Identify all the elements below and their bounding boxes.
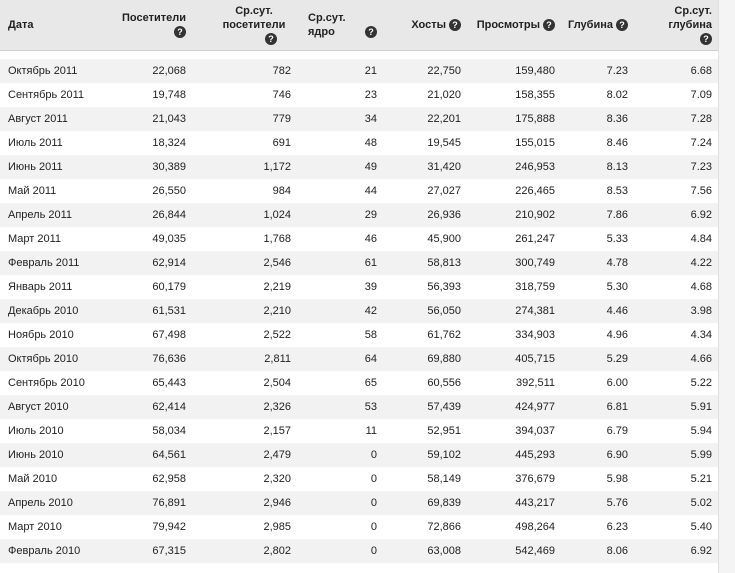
col-header-avg-daily-visitors[interactable]: Ср.сут. посетители ? <box>192 0 297 51</box>
table-cell: 26,844 <box>105 203 192 227</box>
table-row <box>0 371 718 395</box>
col-header-depth[interactable]: Глубина ? <box>561 0 634 51</box>
table-cell: 19,545 <box>383 131 467 155</box>
row-date-cell: Апрель 2011 <box>0 203 105 227</box>
table-cell: 61 <box>297 251 383 275</box>
table-cell: 318,759 <box>467 275 561 299</box>
table-cell: 67,315 <box>105 539 192 563</box>
table-cell: 394,037 <box>467 419 561 443</box>
table-cell: 6.00 <box>561 371 634 395</box>
col-header-avg-daily-depth[interactable]: Ср.сут. глубина? <box>634 0 718 51</box>
table-cell: 60,556 <box>383 371 467 395</box>
table-row <box>0 251 718 275</box>
row-date-cell: Апрель 2010 <box>0 491 105 515</box>
table-cell: 2,157 <box>192 419 297 443</box>
table-cell: 334,903 <box>467 323 561 347</box>
table-cell: 5.22 <box>634 371 718 395</box>
table-row <box>0 179 718 203</box>
table-cell: 60,179 <box>105 275 192 299</box>
table-cell: 5.99 <box>634 443 718 467</box>
table-cell: 64,561 <box>105 443 192 467</box>
table-cell: 159,480 <box>467 59 561 83</box>
table-row <box>0 323 718 347</box>
table-cell: 445,293 <box>467 443 561 467</box>
table-row <box>0 275 718 299</box>
table-cell: 0 <box>297 467 383 491</box>
table-cell: 62,914 <box>105 251 192 275</box>
table-header-row <box>0 0 718 51</box>
table-cell: 746 <box>192 83 297 107</box>
table-cell: 8.13 <box>561 155 634 179</box>
table-cell: 2,504 <box>192 371 297 395</box>
table-cell: 6.90 <box>561 443 634 467</box>
table-cell: 691 <box>192 131 297 155</box>
table-row <box>0 515 718 539</box>
table-cell: 8.02 <box>561 83 634 107</box>
table-cell: 443,217 <box>467 491 561 515</box>
table-cell: 4.96 <box>561 323 634 347</box>
row-date-cell: Август 2010 <box>0 395 105 419</box>
table-cell: 8.36 <box>561 107 634 131</box>
table-cell: 0 <box>297 515 383 539</box>
table-cell: 1,024 <box>192 203 297 227</box>
table-cell: 8.46 <box>561 131 634 155</box>
table-cell: 4.78 <box>561 251 634 275</box>
table-cell: 76,891 <box>105 491 192 515</box>
table-cell: 21 <box>297 59 383 83</box>
table-cell: 63,008 <box>383 539 467 563</box>
col-header-visitors[interactable]: Посетители? <box>105 0 192 51</box>
table-cell: 1,768 <box>192 227 297 251</box>
table-cell: 58,034 <box>105 419 192 443</box>
table-cell: 11 <box>297 419 383 443</box>
row-date-cell: Январь 2011 <box>0 275 105 299</box>
table-cell: 34 <box>297 107 383 131</box>
table-cell: 7.23 <box>634 155 718 179</box>
table-cell: 7.24 <box>634 131 718 155</box>
table-cell: 65,443 <box>105 371 192 395</box>
row-date-cell: Июль 2011 <box>0 131 105 155</box>
col-header-pageviews[interactable]: Просмотры ? <box>467 0 561 51</box>
row-date-cell: Октябрь 2011 <box>0 59 105 83</box>
table-row <box>0 491 718 515</box>
table-cell: 2,522 <box>192 323 297 347</box>
table-cell: 226,465 <box>467 179 561 203</box>
table-cell: 26,550 <box>105 179 192 203</box>
table-cell: 62,414 <box>105 395 192 419</box>
table-row <box>0 59 718 83</box>
table-cell: 45,900 <box>383 227 467 251</box>
table-cell: 31,420 <box>383 155 467 179</box>
table-cell: 1,172 <box>192 155 297 179</box>
table-cell: 58,813 <box>383 251 467 275</box>
table-cell: 18,324 <box>105 131 192 155</box>
table-cell: 76,636 <box>105 347 192 371</box>
table-cell: 5.91 <box>634 395 718 419</box>
table-cell: 542,469 <box>467 539 561 563</box>
table-cell: 782 <box>192 59 297 83</box>
row-date-cell: Сентябрь 2010 <box>0 371 105 395</box>
table-cell: 155,015 <box>467 131 561 155</box>
table-cell: 79,942 <box>105 515 192 539</box>
table-cell: 39 <box>297 275 383 299</box>
row-date-cell: Октябрь 2010 <box>0 347 105 371</box>
row-date-cell: Март 2011 <box>0 227 105 251</box>
table-cell: 64 <box>297 347 383 371</box>
table-cell: 49 <box>297 155 383 179</box>
table-cell: 58 <box>297 323 383 347</box>
table-row <box>0 155 718 179</box>
table-row <box>0 347 718 371</box>
help-icon[interactable]: ? <box>449 19 461 31</box>
table-cell: 59,102 <box>383 443 467 467</box>
table-cell: 6.68 <box>634 59 718 83</box>
table-cell: 7.23 <box>561 59 634 83</box>
table-cell: 5.94 <box>634 419 718 443</box>
vertical-scrollbar[interactable] <box>718 0 735 573</box>
table-cell: 4.84 <box>634 227 718 251</box>
table-cell: 72,866 <box>383 515 467 539</box>
table-cell: 246,953 <box>467 155 561 179</box>
table-cell: 2,985 <box>192 515 297 539</box>
row-date-cell: Май 2010 <box>0 467 105 491</box>
table-row <box>0 395 718 419</box>
table-cell: 424,977 <box>467 395 561 419</box>
table-cell: 2,946 <box>192 491 297 515</box>
table-row <box>0 299 718 323</box>
table-cell: 4.22 <box>634 251 718 275</box>
table-cell: 5.76 <box>561 491 634 515</box>
table-cell: 405,715 <box>467 347 561 371</box>
table-cell: 5.29 <box>561 347 634 371</box>
col-header-avg-daily-core[interactable]: Ср.сут. ядро ? <box>297 0 383 51</box>
table-cell: 61,762 <box>383 323 467 347</box>
help-icon[interactable]: ? <box>700 33 712 45</box>
row-date-cell: Ноябрь 2010 <box>0 323 105 347</box>
table-cell: 69,839 <box>383 491 467 515</box>
row-date-cell: Февраль 2010 <box>0 539 105 563</box>
table-cell: 56,393 <box>383 275 467 299</box>
table-cell: 274,381 <box>467 299 561 323</box>
table-row <box>0 443 718 467</box>
row-date-cell: Июнь 2011 <box>0 155 105 179</box>
table-row <box>0 227 718 251</box>
table-cell: 158,355 <box>467 83 561 107</box>
table-cell: 61,531 <box>105 299 192 323</box>
table-cell: 498,264 <box>467 515 561 539</box>
table-cell: 21,020 <box>383 83 467 107</box>
table-cell: 56,050 <box>383 299 467 323</box>
table-cell: 376,679 <box>467 467 561 491</box>
table-cell: 6.92 <box>634 203 718 227</box>
table-cell: 69,880 <box>383 347 467 371</box>
table-cell: 261,247 <box>467 227 561 251</box>
col-header-date[interactable]: Дата <box>0 0 105 51</box>
table-cell: 29 <box>297 203 383 227</box>
row-date-cell: Июль 2010 <box>0 419 105 443</box>
table-cell: 5.33 <box>561 227 634 251</box>
table-cell: 27,027 <box>383 179 467 203</box>
table-cell: 26,936 <box>383 203 467 227</box>
table-cell: 8.06 <box>561 539 634 563</box>
row-date-cell: Сентябрь 2011 <box>0 83 105 107</box>
table-cell: 4.66 <box>634 347 718 371</box>
table-cell: 392,511 <box>467 371 561 395</box>
table-cell: 49,035 <box>105 227 192 251</box>
table-cell: 2,479 <box>192 443 297 467</box>
help-icon[interactable]: ? <box>365 26 377 38</box>
table-cell: 6.92 <box>634 539 718 563</box>
table-cell: 22,068 <box>105 59 192 83</box>
table-cell: 52,951 <box>383 419 467 443</box>
table-cell: 210,902 <box>467 203 561 227</box>
row-date-cell: Август 2011 <box>0 107 105 131</box>
table-cell: 5.21 <box>634 467 718 491</box>
table-cell: 57,439 <box>383 395 467 419</box>
table-row <box>0 107 718 131</box>
table-cell: 300,749 <box>467 251 561 275</box>
table-cell: 6.79 <box>561 419 634 443</box>
table-cell: 42 <box>297 299 383 323</box>
table-cell: 4.46 <box>561 299 634 323</box>
table-cell: 4.68 <box>634 275 718 299</box>
table-cell: 67,498 <box>105 323 192 347</box>
col-header-hosts[interactable]: Хосты ? <box>383 0 467 51</box>
table-cell: 23 <box>297 83 383 107</box>
table-cell: 779 <box>192 107 297 131</box>
table-row <box>0 131 718 155</box>
table-cell: 22,750 <box>383 59 467 83</box>
row-date-cell: Май 2011 <box>0 179 105 203</box>
table-cell: 2,219 <box>192 275 297 299</box>
table-cell: 5.02 <box>634 491 718 515</box>
table-cell: 6.23 <box>561 515 634 539</box>
table-row <box>0 83 718 107</box>
table-cell: 2,811 <box>192 347 297 371</box>
table-cell: 62,958 <box>105 467 192 491</box>
table-cell: 30,389 <box>105 155 192 179</box>
table-cell: 2,802 <box>192 539 297 563</box>
table-cell: 53 <box>297 395 383 419</box>
table-cell: 984 <box>192 179 297 203</box>
table-cell: 5.40 <box>634 515 718 539</box>
row-date-cell: Февраль 2011 <box>0 251 105 275</box>
table-cell: 7.86 <box>561 203 634 227</box>
help-icon[interactable]: ? <box>616 19 628 31</box>
row-date-cell: Декабрь 2010 <box>0 299 105 323</box>
table-cell: 6.81 <box>561 395 634 419</box>
table-cell: 22,201 <box>383 107 467 131</box>
row-date-cell: Март 2010 <box>0 515 105 539</box>
table-cell: 2,210 <box>192 299 297 323</box>
table-cell: 0 <box>297 443 383 467</box>
table-row <box>0 203 718 227</box>
table-cell: 0 <box>297 491 383 515</box>
table-cell: 7.56 <box>634 179 718 203</box>
table-cell: 7.28 <box>634 107 718 131</box>
table-cell: 46 <box>297 227 383 251</box>
table-cell: 2,546 <box>192 251 297 275</box>
table-cell: 4.34 <box>634 323 718 347</box>
table-cell: 19,748 <box>105 83 192 107</box>
help-icon[interactable]: ? <box>543 19 555 31</box>
table-row <box>0 419 718 443</box>
table-cell: 8.53 <box>561 179 634 203</box>
help-icon[interactable]: ? <box>174 26 186 38</box>
table-body <box>0 51 718 564</box>
table-row <box>0 467 718 491</box>
row-date-cell: Июнь 2010 <box>0 443 105 467</box>
table-cell: 21,043 <box>105 107 192 131</box>
table-cell: 5.30 <box>561 275 634 299</box>
help-icon[interactable]: ? <box>265 33 277 45</box>
table-row <box>0 539 718 563</box>
table-cell: 2,326 <box>192 395 297 419</box>
table-cell: 175,888 <box>467 107 561 131</box>
table-cell: 3.98 <box>634 299 718 323</box>
table-cell: 5.98 <box>561 467 634 491</box>
table-cell: 44 <box>297 179 383 203</box>
table-cell: 7.09 <box>634 83 718 107</box>
table-cell: 58,149 <box>383 467 467 491</box>
table-cell: 0 <box>297 539 383 563</box>
table-cell: 48 <box>297 131 383 155</box>
table-cell: 65 <box>297 371 383 395</box>
table-cell: 2,320 <box>192 467 297 491</box>
